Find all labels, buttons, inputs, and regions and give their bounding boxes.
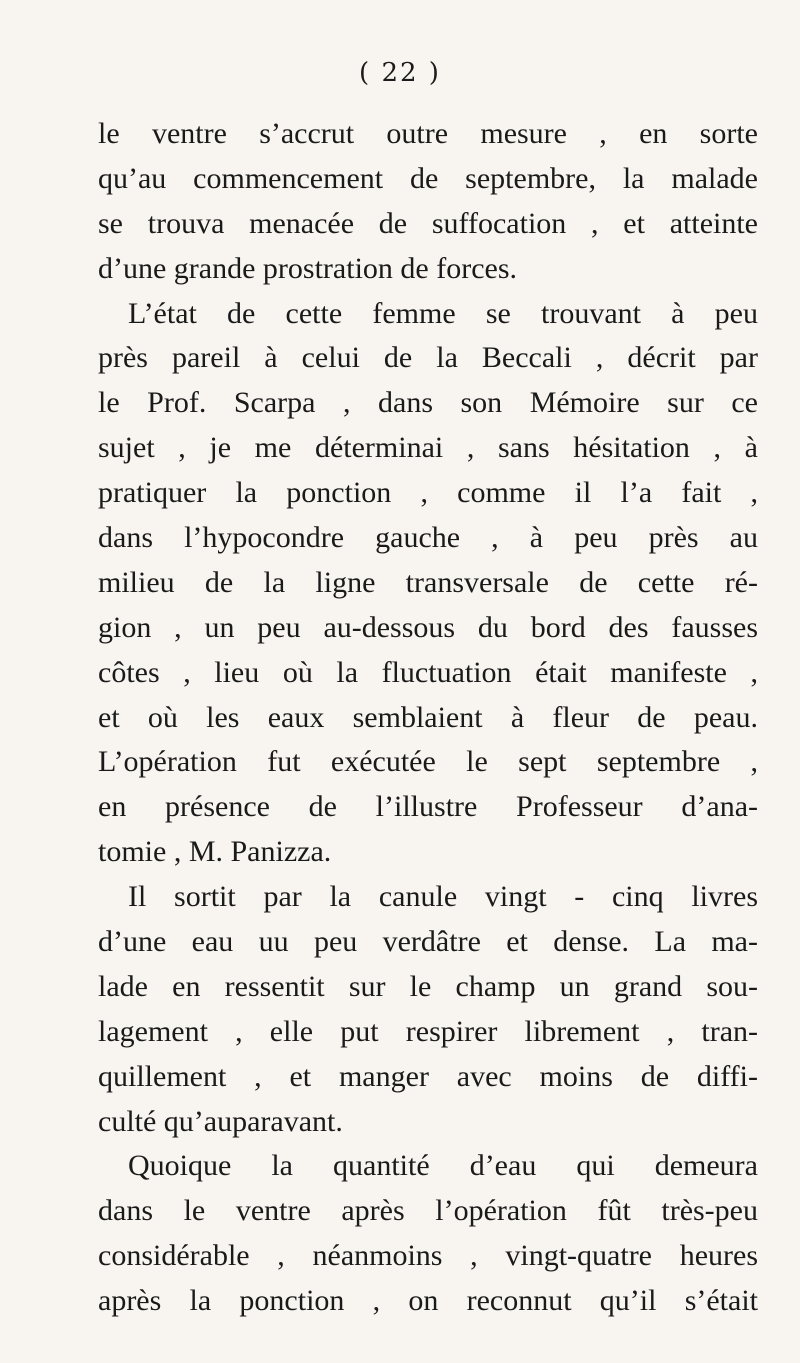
text-line: L’opération fut exécutée le sept septembre , bbox=[98, 745, 758, 779]
text-line: côtes , lieu où la fluctuation était manifeste , bbox=[98, 655, 758, 689]
text-line: d’une grande prostration de forces. bbox=[98, 251, 518, 285]
text-line: en présence de l’illustre Professeur d’ana- bbox=[98, 790, 758, 824]
text-line: milieu de la ligne transversale de cette ré- bbox=[98, 565, 758, 599]
text-line: d’une eau uu peu verdâtre et dense. La ma- bbox=[98, 925, 758, 959]
text-line: et où les eaux semblaient à fleur de peau. bbox=[98, 700, 758, 734]
paragraph-start-line: L’état de cette femme se trouvant à peu bbox=[128, 296, 758, 330]
text-line: près pareil à celui de la Beccali , décrit par bbox=[98, 341, 758, 375]
text-line: qu’au commencement de septembre, la malade bbox=[98, 161, 758, 195]
body-text bbox=[98, 112, 758, 1324]
text-line: lade en ressentit sur le champ un grand sou- bbox=[98, 969, 758, 1003]
text-line: après la ponction , on reconnut qu’il s’était bbox=[98, 1284, 758, 1318]
paragraph-start-line: Il sortit par la canule vingt - cinq livres bbox=[128, 880, 758, 914]
text-line: dans le ventre après l’opération fût très-peu bbox=[98, 1194, 758, 1228]
text-line: tomie , M. Panizza. bbox=[98, 835, 332, 869]
text-line: dans l’hypocondre gauche , à peu près au bbox=[98, 521, 758, 555]
text-line: le Prof. Scarpa , dans son Mémoire sur ce bbox=[98, 386, 758, 420]
text-line: sujet , je me déterminai , sans hésitation , à bbox=[98, 431, 758, 465]
paragraph-start-line: Quoique la quantité d’eau qui demeura bbox=[128, 1149, 758, 1183]
text-line: considérable , néanmoins , vingt-quatre heures bbox=[98, 1239, 758, 1273]
text-line: culté qu’auparavant. bbox=[98, 1104, 343, 1138]
text-line: le ventre s’accrut outre mesure , en sorte bbox=[98, 117, 758, 150]
text-line: pratiquer la ponction , comme il l’a fait , bbox=[98, 476, 758, 510]
text-line: quillement , et manger avec moins de diffi- bbox=[98, 1059, 758, 1093]
text-line: lagement , elle put respirer librement , tran- bbox=[98, 1014, 758, 1048]
text-line: se trouva menacée de suffocation , et atteinte bbox=[98, 206, 758, 240]
page-number: ( 22 ) bbox=[359, 58, 441, 88]
text-line: gion , un peu au-dessous du bord des fausses bbox=[98, 610, 758, 644]
